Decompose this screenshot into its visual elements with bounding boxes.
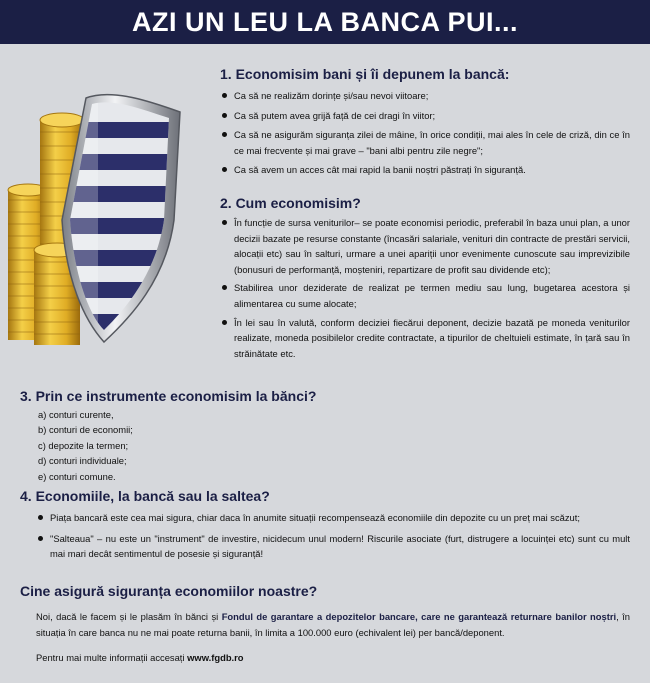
list-item: d) conturi individuale; — [38, 455, 127, 467]
more-info-prefix: Pentru mai multe informații accesați — [36, 652, 188, 664]
list-item: Ca să ne asigurăm siguranța zilei de mâine, în orice condiții, mai ales în cele de criză, din ce în ce mai frecvente și mai grave – "bani albi pentru zile negre"; — [220, 127, 630, 158]
list-item: Piața bancară este cea mai sigura, chiar daca în anumite situații recompensează economiile din depozite cu un preț mai scăzut; — [36, 510, 630, 526]
website-link[interactable]: www.fgdb.ro — [187, 652, 244, 664]
section-2-title: 2. Cum economisim? — [220, 195, 361, 211]
list-item: c) depozite la termen; — [38, 439, 129, 451]
section-1 — [220, 66, 630, 178]
list-item: e) conturi comune. — [38, 470, 116, 482]
list-item: b) conturi de economii; — [38, 424, 133, 436]
guarantee-text-bold: Fondul de garantare a depozitelor bancare, care ne garantează returnare banilor noștri — [221, 611, 617, 622]
more-info-line — [20, 650, 630, 666]
guarantee-text-b: , în situația în care banca nu ne mai poate returna banii, în limita a 100.000 euro (echivalent lei) per bancă/deponent. — [36, 611, 630, 638]
list-item: Stabilirea unor deziderate de realizat pe termen mediu sau lung, bugetarea acestora și alimentarea cu sume alocate; — [220, 280, 630, 311]
page-title: AZI UN LEU LA BANCA PUI... — [132, 7, 518, 37]
guarantee-text-a: Noi, dacă le facem și le plasăm în bănci și — [36, 611, 222, 622]
section-5 — [20, 583, 630, 666]
section-4 — [20, 488, 630, 562]
guarantee-paragraph — [20, 609, 630, 640]
section-1-title: 1. Economisim bani și îi depunem la bancă: — [220, 66, 510, 82]
section-4-title: 4. Economiile, la bancă sau la saltea? — [20, 488, 270, 504]
list-item: În funcție de sursa veniturilor– se poate economisi periodic, preferabil în baza unui plan, a unor decizii bazate pe resurse constante (încasări salariale, venituri din contracte de prestări servicii, alocații etc) sau în salturi, urmare a unei apariții unor evenimente cunoscute sau imprevizibile (bonusuri de performanță, moșteniri, repartizare de profit sau dividende etc); — [220, 215, 630, 277]
section-3-title: 3. Prin ce instrumente economisim la bănci? — [20, 388, 317, 404]
list-item: a) conturi curente, — [38, 409, 114, 420]
page-header — [0, 0, 650, 44]
list-item: În lei sau în valută, conform deciziei fiecărui deponent, decizie bazată pe moneda veniturilor realizate, moneda posibilelor credite contractate, a tipurilor de cheltuieli estimate, în țară sau în străinătate etc. — [220, 315, 630, 362]
list-item: Ca să ne realizăm dorințe și/sau nevoi viitoare; — [220, 88, 630, 104]
list-item: Ca să putem avea grijă față de cei dragi în viitor; — [220, 108, 630, 124]
list-item: "Salteaua" – nu este un "instrument" de investire, nicidecum unul modern! Riscurile asociate (furt, distrugere a locuinței etc) sunt cu mult mai mari decât sentimentul de posesie și siguranță! — [36, 531, 630, 562]
section-2 — [220, 195, 630, 361]
section-5-title: Cine asigură siguranța economiilor noastre? — [20, 583, 318, 599]
shield-icon — [62, 95, 184, 342]
section-3 — [20, 388, 620, 484]
list-item: Ca să avem un acces cât mai rapid la banii noștri păstrați în siguranță. — [220, 162, 630, 178]
shield-coins-illustration — [4, 70, 204, 360]
